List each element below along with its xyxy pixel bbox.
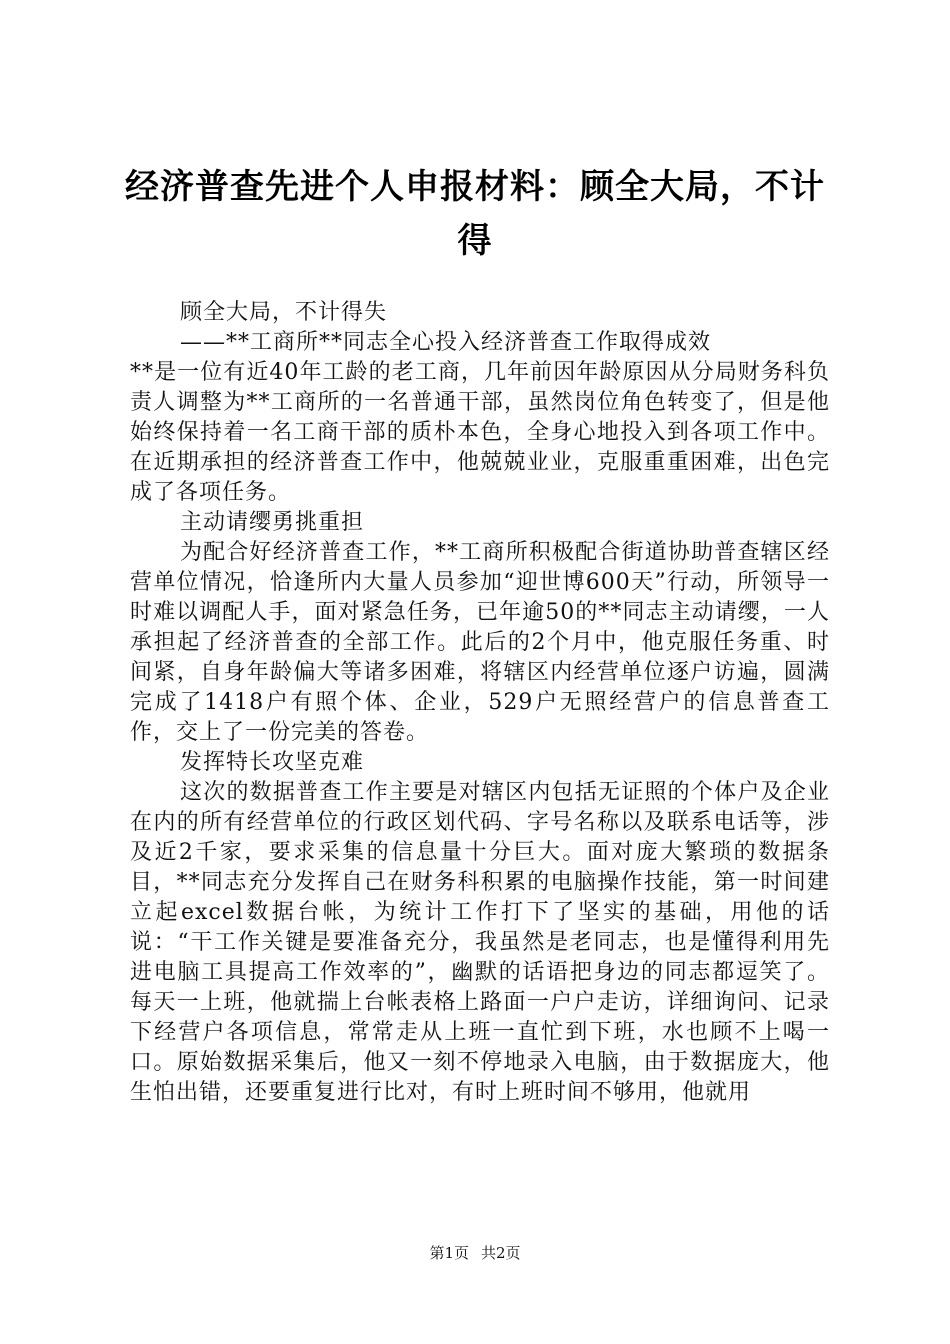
document-title: 经济普查先进个人申报材料：顾全大局，不计得 bbox=[125, 167, 825, 261]
body-paragraph: 为配合好经济普查工作，**工商所积极配合街道协助普查辖区经营单位情况，恰逢所内大量人员参加“迎世博600天”行动，所领导一时难以调配人手，面对紧急任务，已年逾50的**同志主动请缨，一人承担起了经济普查的全部工作。此后的2个月中，他克服任务重、时间紧，自身年龄偏大等诸多困难，将辖区内经营单位逐户访遍，圆满完成了1418户有照个体、企业，529户无照经营户的信息普查工作，交上了一份完美的答卷。 bbox=[130, 540, 830, 745]
body-paragraph: 这次的数据普查工作主要是对辖区内包括无证照的个体户及企业在内的所有经营单位的行政区划代码、字号名称以及联系电话等，涉及近2千家，要求采集的信息量十分巨大。面对庞大繁琐的数据条目，**同志充分发挥自己在财务科积累的电脑操作技能，第一时间建立起excel数据台帐，为统计工作打下了坚实的基础，用他的话说：“干工作关键是要准备充分，我虽然是老同志，也是懂得利用先进电脑工具提高工作效率的”，幽默的话语把身边的同志都逗笑了。每天一上班，他就揣上台帐表格上路面一户户走访，详细询问、记录下经营户各项信息，常常走从上班一直忙到下班，水也顾不上喝一口。原始数据采集后，他又一刻不停地录入电脑，由于数据庞大，他生怕出错，还要重复进行比对，有时上班时间不够用，他就用 bbox=[130, 780, 830, 1105]
section-heading: 顾全大局，不计得失 bbox=[180, 300, 388, 325]
section-heading: 主动请缨勇挑重担 bbox=[180, 510, 365, 535]
subtitle-line: ——**工商所**同志全心投入经济普查工作取得成效 bbox=[180, 330, 712, 355]
page-footer bbox=[0, 1243, 950, 1263]
body-paragraph: **是一位有近40年工龄的老工商，几年前因年龄原因从分局财务科负责人调整为**工商所的一名普通干部，虽然岗位角色转变了，但是他始终保持着一名工商干部的质朴本色，全身心地投入到各项工作中。在近期承担的经济普查工作中，他兢兢业业，克服重重困难，出色完成了各项任务。 bbox=[130, 360, 830, 505]
page-total: 共2页 bbox=[481, 1244, 521, 1262]
section-heading: 发挥特长攻坚克难 bbox=[180, 750, 365, 775]
document-body bbox=[130, 298, 830, 1108]
page-number: 第1页 bbox=[429, 1244, 469, 1262]
